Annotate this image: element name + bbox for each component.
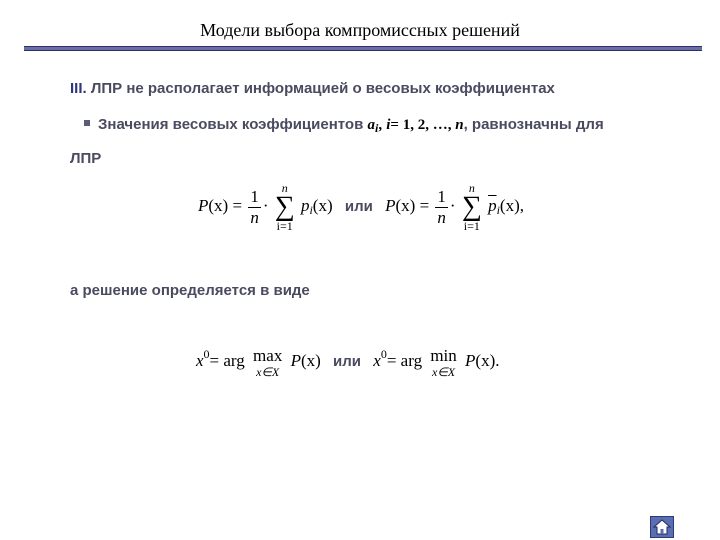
max-label: max (253, 346, 283, 365)
dot-operator: · (262, 195, 269, 215)
sum-sign-2: ∑ (461, 191, 482, 222)
section-heading-text: ЛПР не располагает информацией о весовых коэффициентах (86, 80, 555, 97)
or-word-2: или (333, 352, 362, 370)
x-symbol: x (196, 350, 204, 370)
formula-weighted-sum (198, 182, 524, 232)
sum-upper: n (281, 181, 288, 195)
p-func-3: P (290, 350, 301, 370)
sum-upper-2: n (468, 181, 475, 195)
max-domain: x∈X (256, 365, 280, 379)
sum-lower-2: i=1 (463, 219, 480, 233)
p-term-arg-2: (x), (499, 195, 524, 215)
eq-arg: = arg (209, 350, 245, 370)
bullet-text-end: , равнозначны для (463, 116, 604, 133)
home-button[interactable] (650, 516, 674, 538)
fraction-2 (435, 187, 448, 228)
title-divider (24, 46, 702, 51)
slide-title: Модели выбора компромиссных решений (200, 20, 520, 40)
x-symbol-2: x (373, 350, 381, 370)
fraction-denominator-2: n (437, 207, 446, 227)
p-term-arg: (x) (312, 195, 333, 215)
coef-subscript: i (374, 121, 379, 135)
min-operator (430, 346, 456, 378)
bullet-item (84, 116, 604, 136)
or-word: или (344, 197, 373, 215)
min-domain: x∈X (432, 365, 456, 379)
p-arg: (x) = (208, 195, 243, 215)
x-superscript-2: 0 (380, 346, 387, 361)
section-heading (70, 80, 555, 97)
sum-lower: i=1 (276, 219, 293, 233)
p-subscript-2: i (496, 202, 500, 217)
p-subscript: i (309, 202, 313, 217)
min-label: min (430, 346, 457, 365)
bullet-marker (84, 120, 90, 126)
fraction-numerator: 1 (250, 186, 259, 206)
max-operator (253, 346, 282, 378)
fraction-denominator: n (250, 207, 259, 227)
eq-arg-2: = arg (386, 350, 423, 370)
p-term-2: $\overline{p}$ (488, 195, 497, 215)
sum-sign: ∑ (274, 191, 295, 222)
home-icon (651, 517, 673, 537)
formula-argmax (196, 346, 500, 378)
x-superscript: 0 (203, 346, 210, 361)
bullet-text: Значения весовых коэффициентов (98, 116, 364, 133)
p-func: P (198, 195, 209, 215)
decision-text: а решение определяется в виде (70, 282, 310, 299)
bullet-continuation: ЛПР (70, 150, 102, 167)
fraction-numerator-2: 1 (437, 186, 446, 206)
coef-symbol: a (367, 117, 375, 133)
section-number: III. (70, 80, 87, 97)
index-symbol: i (386, 117, 391, 133)
dot-operator-2: · (449, 195, 456, 215)
fraction (248, 187, 261, 228)
p-arg-3: (x) (300, 350, 321, 370)
p-arg-2: (x) = (395, 195, 430, 215)
summation-2 (462, 182, 482, 232)
p-arg-4: (x). (475, 350, 500, 370)
index-range: = 1, 2, …, (390, 117, 456, 133)
p-term: p (300, 195, 310, 215)
summation (275, 182, 295, 232)
p-func-2: P (385, 195, 396, 215)
comma: , (378, 117, 383, 133)
p-func-4: P (465, 350, 476, 370)
n-symbol: n (455, 117, 464, 133)
